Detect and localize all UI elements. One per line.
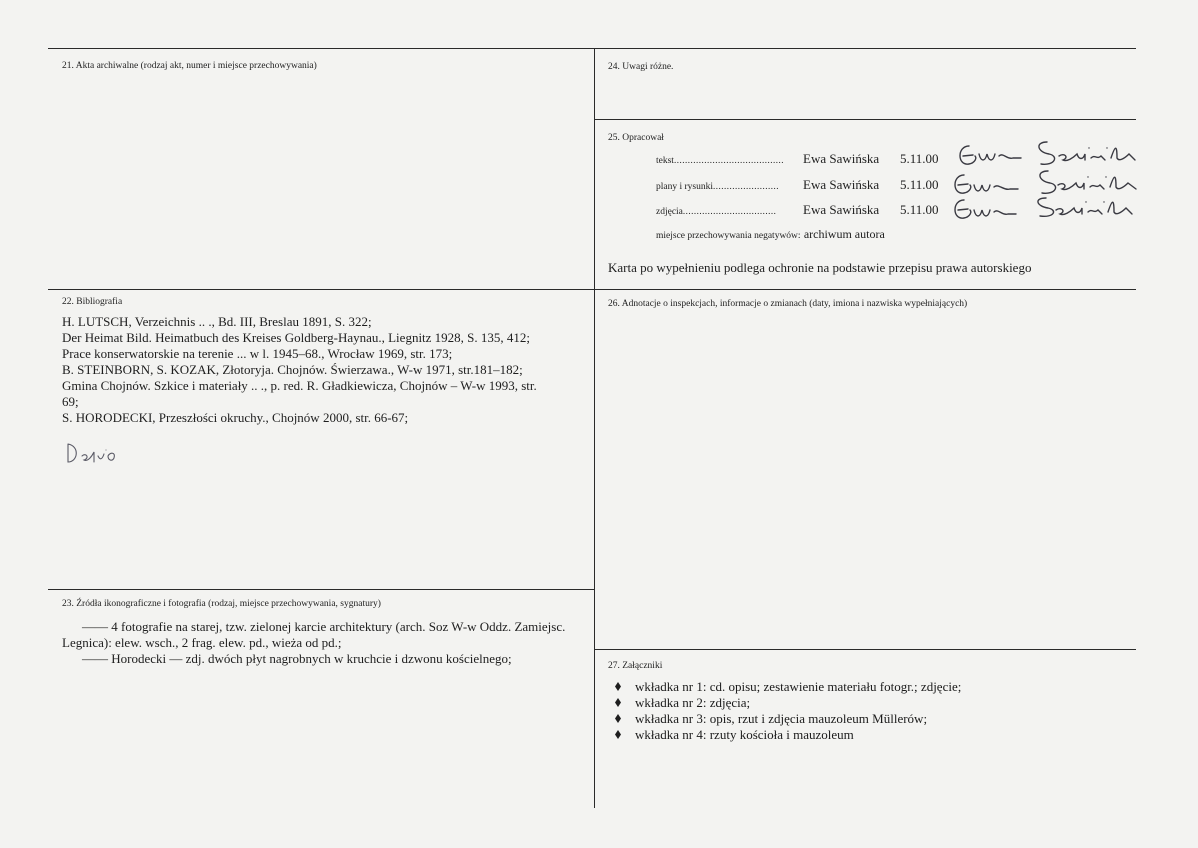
divider-row-1 [48,289,1136,290]
center-divider [594,48,595,808]
negatives-value: archiwum autora [803,227,885,241]
diamond-bullet-icon [615,682,621,691]
section-21-title: 21. Akta archiwalne (rodzaj akt, numer i miejsce przechowywania) [62,61,317,71]
bibliography-entry: Gmina Chojnów. Szkice i materiały .. ., p. red. R. Gładkiewicza, Chojnów – W-w 1993, str. [62,378,537,393]
negatives-label: miejsce przechowywania negatywów: [656,231,801,241]
diamond-bullet-icon [615,730,621,739]
author-row-photos [656,202,776,218]
section-26-title: 26. Adnotacje o inspekcjach, informacje o zmianach (daty, imiona i nazwiska wypełniających) [608,299,968,309]
row-dots: ........................................ [673,155,784,165]
divider-24-25 [594,119,1136,120]
author-date-text: 5.11.00 [900,151,939,166]
row-dots: ........................ [713,181,779,191]
copyright-note: Karta po wypełnieniu podlega ochronie na podstawie przepisu prawa autorskiego [608,260,1032,275]
section-25-title: 25. Opracował [608,133,664,143]
bibliography-entry: Der Heimat Bild. Heimatbuch des Kreises Goldberg-Haynau., Liegnitz 1928, S. 135, 412; [62,330,531,345]
attachment-item [613,727,854,743]
section-22-title: 22. Bibliografia [62,297,123,307]
diamond-bullet-icon [615,698,621,707]
row-label: plany i rysunki [656,182,713,192]
attachment-item [613,711,927,727]
attachment-label: wkładka nr 2: zdjęcia; [635,695,751,710]
source-entry: —— 4 fotografie na starej, tzw. zielonej karcie architektury (arch. Soz W-w Oddz. Zamiejsc. [82,619,566,634]
handwritten-mark [64,440,120,466]
iconographic-sources [62,619,590,667]
attachment-label: wkładka nr 4: rzuty kościoła i mauzoleum [635,727,854,742]
author-row-text [656,151,784,167]
row-label: tekst [656,156,674,166]
author-date-photos: 5.11.00 [900,202,939,217]
author-date-plans: 5.11.00 [900,177,939,192]
author-name-photos: Ewa Sawińska [803,202,880,217]
bibliography-entry: Prace konserwatorskie na terenie ... w l. 1945–68., Wrocław 1969, str. 173; [62,346,453,361]
section-23-title: 23. Źródła ikonograficzne i fotografia (rodzaj, miejsce przechowywania, sygnatury) [62,599,381,609]
source-entry: Legnica): elew. wsch., 2 frag. elew. pd., wieża od pd.; [62,635,342,650]
attachment-item [613,679,961,695]
source-entry: —— Horodecki — zdj. dwóch płyt nagrobnych w kruchcie i dzwonu kościelnego; [82,651,512,666]
bibliography-entry: S. HORODECKI, Przeszłości okruchy., Chojnów 2000, str. 66-67; [62,410,409,425]
section-27-title: 27. Załączniki [608,661,663,671]
author-row-plans [656,177,779,193]
bibliography-list [62,314,587,426]
row-label: zdjęcia [656,207,683,217]
attachment-label: wkładka nr 3: opis, rzut i zdjęcia mauzoleum Müllerów; [635,711,928,726]
bibliography-entry: 69; [62,394,79,409]
attachment-label: wkładka nr 1: cd. opisu; zestawienie materiału fotogr.; zdjęcie; [635,679,962,694]
divider-22-23 [48,589,594,590]
bibliography-entry: B. STEINBORN, S. KOZAK, Złotoryja. Chojnów. Świerzawa., W-w 1971, str.181–182; [62,362,523,377]
section-24-title: 24. Uwagi różne. [608,62,674,72]
divider-26-27 [594,649,1136,650]
author-name-text: Ewa Sawińska [803,151,880,166]
author-name-plans: Ewa Sawińska [803,177,880,192]
signature-3 [950,192,1140,224]
bibliography-entry: H. LUTSCH, Verzeichnis .. ., Bd. III, Breslau 1891, S. 322; [62,314,372,329]
attachment-item [613,695,750,711]
negatives-line [656,226,885,242]
row-dots: .................................. [682,206,777,216]
diamond-bullet-icon [615,714,621,723]
top-border [48,48,1136,49]
